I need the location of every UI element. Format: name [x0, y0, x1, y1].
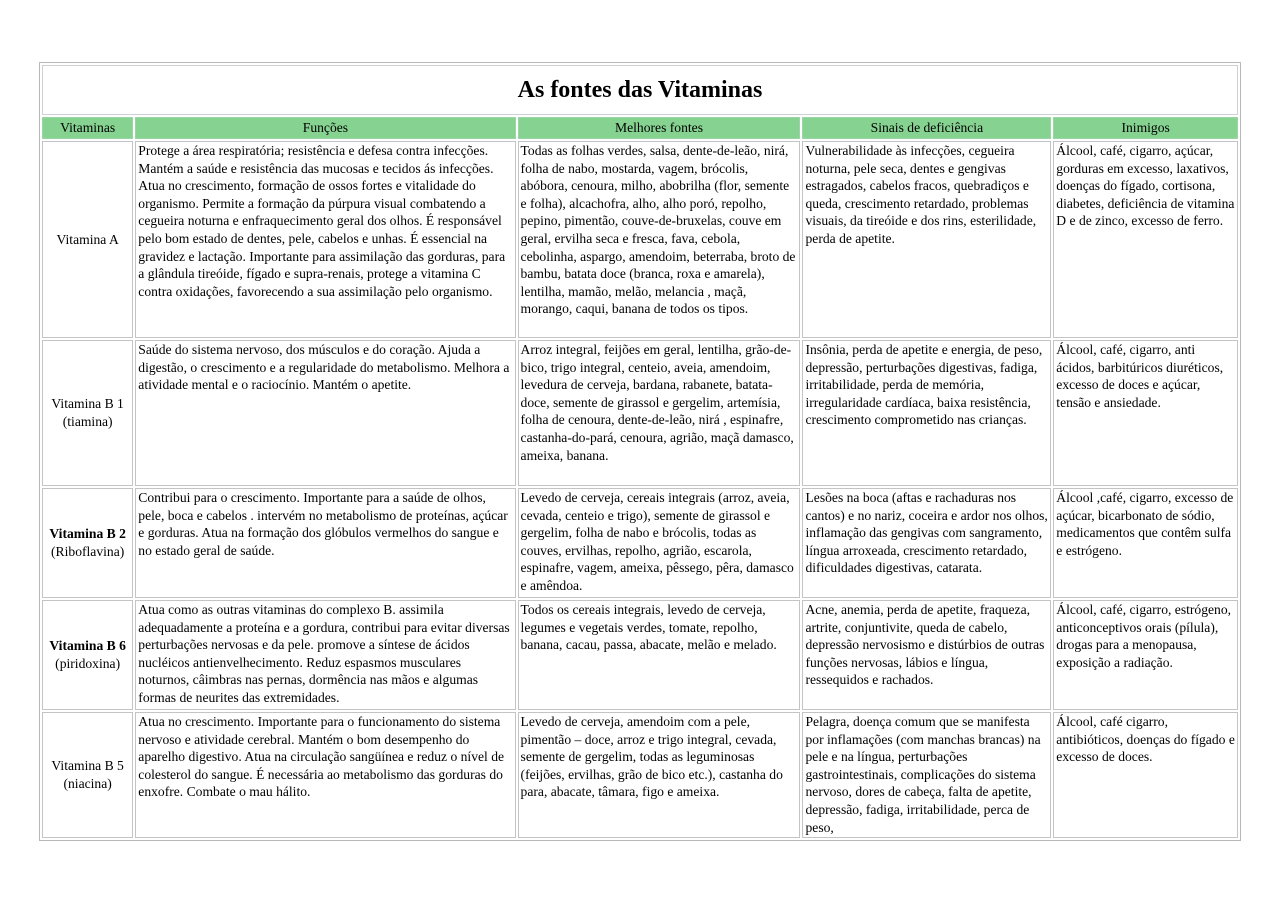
funcoes-cell: Atua no crescimento. Importante para o funcionamento do sistema nervoso e atividade cerebral. Mantém o bom desempenho do aparelho digestivo. Atua na circulação sangüínea e reduz o nível de colesterol do sangue. É necessária ao metabolismo das gorduras do enxofre. Combate o mau hálito.: [135, 712, 515, 838]
header-row: [42, 117, 1238, 139]
inimigos-cell: Álcool, café, cigarro, açúcar, gorduras em excesso, laxativos, doenças do fígado, cortisona, diabetes, deficiência de vitamina D e de zinco, excesso de ferro.: [1053, 141, 1238, 338]
funcoes-cell: Atua como as outras vitaminas do complexo B. assimila adequadamente a proteína e a gordura, contribui para evitar diversas perturbações nervosas e da pele. promove a síntese de ácidos nucléicos antienvelhecimento. Reduz espasmos musculares noturnos, câimbras nas pernas, dormência nas mãos e algumas formas de neurites das extremidades.: [135, 600, 515, 710]
inimigos-cell: Álcool, café cigarro, antibióticos, doenças do fígado e excesso de doces.: [1053, 712, 1238, 838]
deficiencia-cell: Acne, anemia, perda de apetite, fraqueza, artrite, conjuntivite, queda de cabelo, depressão nervosismo e distúrbios de outras funções nervosas, lábios e língua, ressequidos e rachados.: [802, 600, 1051, 710]
table-row: [42, 600, 1238, 710]
deficiencia-cell: Lesões na boca (aftas e rachaduras nos cantos) e no nariz, coceira e ardor nos olhos, inflamação das gengivas com sangramento, língua arroxeada, crescimento retardado, dificuldades digestivas, catarata.: [802, 488, 1051, 598]
fontes-cell: Levedo de cerveja, amendoim com a pele, pimentão – doce, arroz e trigo integral, cevada, semente de gergelim, todas as leguminosas (feijões, ervilhas, grão de bico etc.), castanha do para, abacate, tâmara, figo e ameixa.: [518, 712, 801, 838]
page-title: As fontes das Vitaminas: [517, 77, 763, 103]
funcoes-cell: Saúde do sistema nervoso, dos músculos e do coração. Ajuda a digestão, o crescimento e a regularidade do metabolismo. Melhora a atividade mental e o raciocínio. Mantém o apetite.: [135, 340, 515, 486]
fontes-cell: Todos os cereais integrais, levedo de cerveja, legumes e vegetais verdes, tomate, repolho, banana, cacau, passa, abacate, melão e melado.: [518, 600, 801, 710]
header-melhores-fontes: Melhores fontes: [518, 117, 801, 139]
inimigos-cell: Álcool ,café, cigarro, excesso de açúcar, bicarbonato de sódio, medicamentos que contêm sulfa e estrógeno.: [1053, 488, 1238, 598]
vitamins-table: [39, 62, 1241, 841]
table-row: [42, 712, 1238, 838]
vitamin-name-text: (piridoxina): [55, 656, 121, 671]
vitamin-name-text: Vitamina A: [56, 231, 119, 247]
vitamin-name-text: Vitamina B 1 (tiamina): [51, 396, 124, 429]
title-row: [42, 65, 1238, 115]
vitamin-name: [42, 141, 133, 338]
funcoes-cell: Protege a área respiratória; resistência e defesa contra infecções. Mantém a saúde e resistência das mucosas e tecidos ás infecções. Atua no crescimento, formação de ossos fortes e vitalidade do organismo. Permite a formação da púrpura visual combatendo a cegueira noturna e enfraquecimento geral dos olhos. É responsável pelo bom estado de dentes, pele, cabelos e unhas. É essencial na gravidez e lactação. Importante para assimilação das gorduras, para a glândula tireóide, fígado e supra-renais, protege a vitamina C contra oxidações, favorecendo a sua assimilação pelo organismo.: [135, 141, 515, 338]
title-cell: [42, 65, 1238, 115]
vitamin-name-text: (Riboflavina): [51, 544, 125, 559]
vitamin-name-bold: Vitamina B 6: [49, 638, 126, 654]
deficiencia-cell: Pelagra, doença comum que se manifesta por inflamações (com manchas brancas) na pele e na língua, perturbações gastrointestinais, complicações do sistema nervoso, dores de cabeça, falta de apetite, depressão, fadiga, irritabilidade, perca de peso,: [802, 712, 1051, 838]
fontes-cell: Todas as folhas verdes, salsa, dente-de-leão, nirá, folha de nabo, mostarda, vagem, brócolis, abóbora, cenoura, milho, abobrilha (flor, semente e folha), alcachofra, alho, alho poró, repolho, pepino, pimentão, couve-de-bruxelas, couve em geral, ervilha seca e fresca, fava, cebola, cebolinha, aspargo, amendoim, beterraba, broto de bambu, batata doce (branca, roxa e amarela), lentilha, mamão, melão, melancia , maçã, morango, caqui, banana de todos os tipos.: [518, 141, 801, 338]
header-vitaminas: Vitaminas: [42, 117, 133, 139]
table-row: [42, 340, 1238, 486]
header-inimigos: Inimigos: [1053, 117, 1238, 139]
fontes-cell: Levedo de cerveja, cereais integrais (arroz, aveia, cevada, centeio e trigo), semente de girassol e gergelim, folha de nabo e brócolis, todas as couves, ervilhas, repolho, agrião, escarola, espinafre, vagem, ameixa, pêssego, pêra, damasco e amêndoa.: [518, 488, 801, 598]
vitamin-name-bold: Vitamina B 2: [49, 526, 126, 542]
vitamin-name: [42, 600, 133, 710]
header-funcoes: Funções: [135, 117, 515, 139]
funcoes-cell: Contribui para o crescimento. Importante para a saúde de olhos, pele, boca e cabelos . intervém no metabolismo de proteínas, açúcar e gorduras. Atua na formação dos glóbulos vermelhos do sangue e no estado geral de saúde.: [135, 488, 515, 598]
header-sinais-deficiencia: Sinais de deficiência: [802, 117, 1051, 139]
inimigos-cell: Álcool, café, cigarro, estrógeno, anticonceptivos orais (pílula), drogas para a menopausa, exposição a radiação.: [1053, 600, 1238, 710]
vitamin-name: [42, 712, 133, 838]
vitamin-name: [42, 488, 133, 598]
inimigos-cell: Álcool, café, cigarro, anti ácidos, barbitúricos diuréticos, excesso de doces e açúcar, tensão e ansiedade.: [1053, 340, 1238, 486]
table-row: [42, 488, 1238, 598]
deficiencia-cell: Insônia, perda de apetite e energia, de peso, depressão, perturbações digestivas, fadiga, irritabilidade, perda de memória, irregularidade cardíaca, baixa resistência, crescimento comprometido nas crianças.: [802, 340, 1051, 486]
vitamin-name: [42, 340, 133, 486]
table-row: [42, 141, 1238, 338]
deficiencia-cell: Vulnerabilidade às infecções, cegueira noturna, pele seca, dentes e gengivas estragados, cabelos fracos, quebradiços e queda, crescimento retardado, problemas visuais, da tireóide e dos rins, esterilidade, perda de apetite.: [802, 141, 1051, 338]
vitamin-name-text: Vitamina B 5 (niacina): [51, 758, 124, 791]
fontes-cell: Arroz integral, feijões em geral, lentilha, grão-de-bico, trigo integral, centeio, aveia, amendoim, levedura de cerveja, bardana, rabanete, batata-doce, semente de girassol e gergelim, artemísia, folha de cenoura, dente-de-leão, nirá , espinafre, castanha-do-pará, cenoura, agrião, maçã damasco, ameixa, banana.: [518, 340, 801, 486]
